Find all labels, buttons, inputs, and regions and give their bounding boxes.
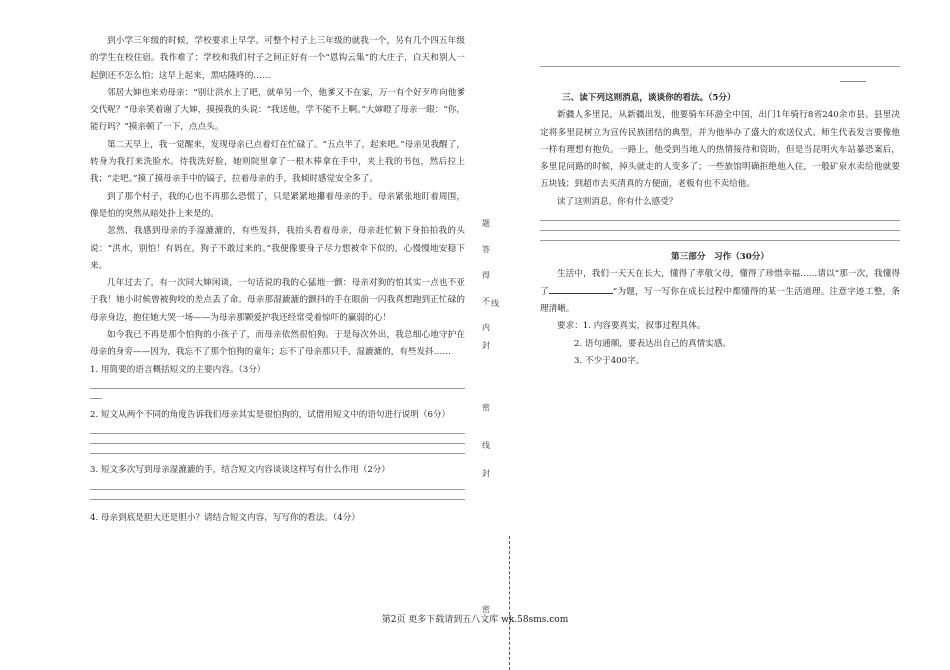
margin-char: 封	[482, 469, 490, 478]
part-3-title: 第三部分 习作（30分）	[671, 252, 769, 263]
answer-line[interactable]	[90, 433, 465, 434]
margin-char: 得	[482, 271, 490, 280]
margin-char: 密	[482, 605, 490, 614]
essay-prompt	[540, 266, 900, 318]
answer-line[interactable]	[540, 230, 900, 231]
question-3: 3. 短文多次写到母亲湿漉漉的手，结合短文内容谈谈这样写有什么作用（2分）	[90, 465, 390, 476]
section-3-title: 三、读下列这则消息，谈谈你的看法。（5分）	[562, 93, 736, 103]
essay-prompt-text: 生活中，我们一天天在长大，懂得了孝敬父母，懂得了珍惜幸福……请以“那一次，我懂得了	[540, 269, 900, 297]
margin-char: 密	[482, 403, 490, 412]
passage-paragraph: 忽然，我感到母亲的手湿漉漉的，有些发抖，我抬头看着母亲，母亲赶忙俯下身拍拍我的头说：“洪水，别怕！有妈在，狗子不敢过来的。”我便像要身子尽力想被伞下似的，心慢慢地安稳下来。	[90, 226, 465, 271]
answer-line[interactable]	[90, 489, 465, 490]
news-question: 读了这则消息，你有什么感受？	[557, 196, 678, 207]
margin-char: 不	[482, 297, 490, 306]
title-blank[interactable]	[549, 284, 613, 294]
news-paragraph: 新疆人多里昆，从新疆出发，他要骑车环游全中国，出门1年骑行8省240余市县。县里决定将多里昆树立为宣传民族团结的典型，并为他举办了盛大的欢送仪式。师生代表发言要像他一样有理想有抱负。一路上，他受到当地人的热情接待和资助，但是当昆明火车站暴恐案后，多里昆问路的时候，掉头就走的人变多了；一些旅馆明确拒绝他入住，一般矿泉水卖给他就要五块钱；到超市去买清真的方便面，老板有也不卖给他。	[540, 110, 900, 190]
margin-char: 封	[482, 341, 490, 350]
answer-line[interactable]	[540, 220, 900, 221]
passage-paragraph: 到小学三年级的时候，学校要求上早学。可整个村子上三年级的就我一个，另有几个四五年级的学生在校住宿。我作难了：学校和我们村子之间正好有一个“恩钩云集”的大庄子，白天和别人一起倒还不怎么怕；这早上起来，黑咕隆咚的……	[90, 36, 465, 81]
passage-paragraph: 第二天早上，我一觉醒来，发现母亲已点着灯在忙碌了。“五点半了，起来吧。”母亲见我醒了，转身为我打来洗脸水。待我洗好脸，她则院里拿了一根木棒拿在手中，夹上我的书包，然后拉上我；“走吧。”摸了摸母亲手中的镐子，拉着母亲的手，我倾时感觉安全多了。	[90, 139, 465, 185]
answer-line[interactable]	[90, 443, 465, 444]
binding-line	[509, 536, 510, 670]
answer-line[interactable]	[90, 453, 465, 454]
question-2: 2. 短文从两个不同的角度告诉我们母亲其实是很怕狗的，试借用短文中的语句进行说明（6分）	[90, 409, 451, 420]
question-1: 1. 用简要的语言概括短文的主要内容。（3分）	[90, 364, 266, 375]
reading-passage-column	[90, 33, 465, 527]
passage-paragraph: 到了那个村子，我的心也不再那么恐慌了，只是紧紧地攥着母亲的手。母亲紧张地盯着周围，像是怕的突然从暗处扑上来是的。	[90, 191, 465, 219]
passage-paragraph: 几年过去了，有一次同大婶闲谈，一句话说的我的心猛地一颤：母亲对狗的怕其实一点也不亚于我！她小时候曾被狗咬的差点丢了命。母亲那湿漉漉的颤抖的手在眼前一闪我真想跑到正忙碌的母亲身边，抱住她大哭一场——为母亲那颗爱护我还经常受着惊吓的赢弱的心！	[90, 278, 465, 323]
answer-line[interactable]	[90, 398, 102, 399]
continued-answer-lines	[540, 66, 900, 86]
page-footer: 第2页 更多下载请到五八文库 wk.58sms.com	[381, 615, 569, 625]
answer-line[interactable]	[540, 66, 900, 67]
margin-char: 题	[482, 219, 490, 228]
requirement: 要求：1. 内容要真实，叙事过程具体。	[557, 321, 706, 332]
answer-line[interactable]	[840, 81, 866, 82]
right-column	[540, 90, 900, 370]
margin-char: 线	[482, 441, 490, 450]
requirement: 2. 语句通顺，要表达出自己的真情实感。	[574, 338, 732, 349]
question-4: 4. 母亲到底是胆大还是胆小？请结合短文内容，写写你的看法。（4分）	[90, 512, 360, 523]
passage-paragraph: 如今我已不再是那个怕狗的小孩子了，而母亲依然很怕狗。于是每次外出，我总细心地守护在母亲的身旁——因为，我忘不了那个怕狗的童年；忘不了母亲那只手，湿漉漉的，有些发抖……	[90, 330, 465, 358]
answer-line[interactable]	[90, 388, 465, 389]
margin-char: 线	[491, 299, 499, 308]
margin-char: 内	[482, 323, 490, 332]
margin-char: 答	[482, 245, 490, 254]
answer-line[interactable]	[540, 240, 900, 241]
passage-paragraph: 邻居大婶也来劝母亲：“别让洪水上了吧，就单另一个，他爹又不在家，万一有个好歹咋向他爹交代呢？”母亲笑着谢了大婶，摸摸我的头说：“我送他，学不能不上啊。”大婶瞪了母亲一眼：“你，能行吗？”摸亲顿了一下，点点头。	[90, 87, 465, 133]
requirement: 3. 不少于400字。	[574, 355, 645, 366]
essay-prompt-text: ”为题，写一写你在成长过程中都懂得的某一生活道理。注意字迹工整，条理清晰。	[540, 286, 900, 314]
answer-line[interactable]	[90, 499, 465, 500]
